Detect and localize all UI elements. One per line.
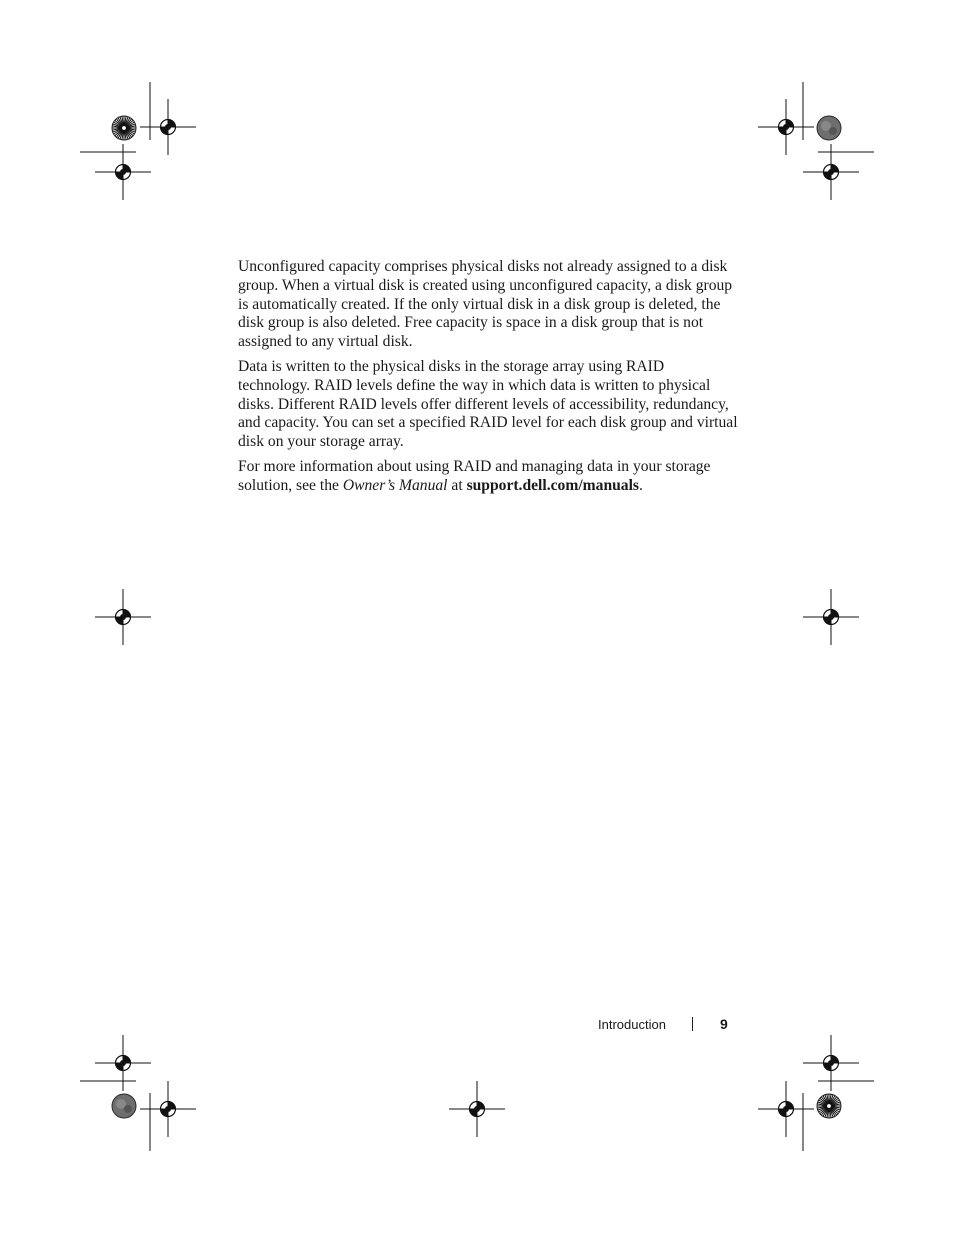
paragraph-unconfigured-capacity	[238, 258, 738, 352]
paragraph-raid-technology	[238, 358, 738, 452]
manual-title: Owner’s Manual	[342, 476, 448, 494]
paragraph-text: Unconfigured capacity comprises physical disks not already assigned to a disk group. When a virtual disk is created using unconfigured capacity, a disk group is automatically created. If the only virtual disk in a disk group is deleted, the disk group is also deleted. Free capacity is space in a disk group that is not assigned to any virtual disk.	[238, 258, 733, 351]
registration-target-center	[828, 614, 834, 620]
registration-target-center	[828, 1060, 834, 1066]
registration-target-center	[165, 1106, 171, 1112]
paragraph-more-information	[238, 458, 738, 496]
registration-target-center	[474, 1106, 480, 1112]
paragraph-text: Data is written to the physical disks in the storage array using RAID technology. RAID levels define the way in which data is written to physical disks. Different RAID levels offer different levels of accessibility, redundancy, and capacity. You can set a specified RAID level for each disk group and virtual disk on your storage array.	[238, 357, 738, 451]
registration-target-center	[120, 169, 126, 175]
registration-target-center	[783, 1106, 789, 1112]
registration-target-center	[120, 1060, 126, 1066]
support-url: support.dell.com/manuals	[466, 476, 639, 494]
page-number: 9	[720, 1016, 728, 1032]
registration-target-center	[165, 124, 171, 130]
grey-density-mark	[124, 1105, 132, 1113]
paragraph-text: .	[639, 476, 643, 494]
registration-target-center	[120, 614, 126, 620]
registration-target-center	[828, 169, 834, 175]
footer-divider	[692, 1017, 693, 1031]
paragraph-text: at	[447, 476, 467, 494]
registration-target-center	[783, 124, 789, 130]
grey-density-mark	[829, 127, 837, 135]
footer-section-title: Introduction	[598, 1017, 666, 1032]
paragraph-text: For more information about using RAID and managing data in your storage solution, see the	[238, 457, 711, 494]
body-text	[238, 258, 738, 502]
page-footer	[560, 1015, 730, 1035]
